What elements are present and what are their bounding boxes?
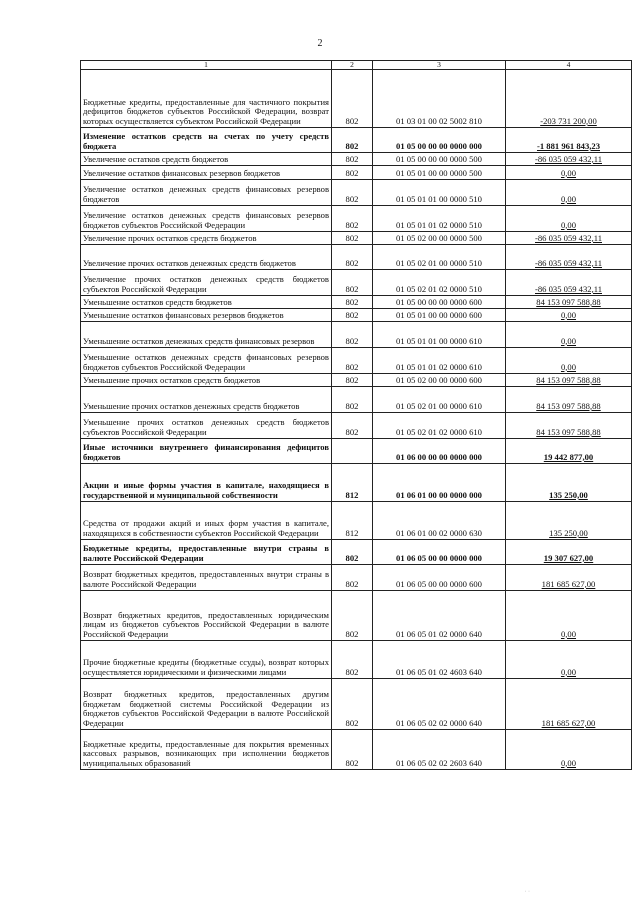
row-name-cell: Средства от продажи акций и иных форм участия в капитале, находящихся в собственности субъектов Российской Федерации bbox=[81, 502, 332, 540]
row-amount-cell: -203 731 200,00 bbox=[506, 70, 632, 128]
row-amount-cell: 135 250,00 bbox=[506, 464, 632, 502]
row-admin-code-cell: 802 bbox=[332, 245, 373, 270]
row-amount-cell: 0,00 bbox=[506, 348, 632, 374]
table-row bbox=[81, 322, 632, 348]
table-row bbox=[81, 70, 632, 128]
row-classification-code-cell: 01 05 02 00 00 0000 600 bbox=[373, 374, 506, 387]
row-admin-code-cell: 802 bbox=[332, 70, 373, 128]
row-classification-code-cell: 01 05 02 01 00 0000 610 bbox=[373, 387, 506, 413]
row-classification-code-cell: 01 06 05 00 00 0000 600 bbox=[373, 565, 506, 591]
row-classification-code-cell: 01 05 01 00 00 0000 500 bbox=[373, 166, 506, 180]
table-row bbox=[81, 502, 632, 540]
row-classification-code-cell: 01 06 05 00 00 0000 000 bbox=[373, 540, 506, 565]
row-name-cell: Бюджетные кредиты, предоставленные для частичного покрытия дефицитов бюджетов субъектов Российской Федерации, возврат которых осуществляется субъектом Российской Федерации bbox=[81, 70, 332, 128]
row-name-cell: Увеличение остатков денежных средств финансовых резервов бюджетов субъектов Российской Федерации bbox=[81, 206, 332, 232]
row-classification-code-cell: 01 06 05 01 02 4603 640 bbox=[373, 641, 506, 679]
row-classification-code-cell: 01 05 02 00 00 0000 500 bbox=[373, 232, 506, 245]
row-classification-code-cell: 01 05 01 01 02 0000 610 bbox=[373, 348, 506, 374]
row-admin-code-cell: 802 bbox=[332, 166, 373, 180]
row-classification-code-cell: 01 05 02 01 02 0000 610 bbox=[373, 413, 506, 439]
row-amount-cell: 0,00 bbox=[506, 309, 632, 322]
row-admin-code-cell: 802 bbox=[332, 730, 373, 770]
table-row bbox=[81, 166, 632, 180]
row-name-cell: Изменение остатков средств на счетах по учету средств бюджета bbox=[81, 128, 332, 153]
row-amount-cell: 0,00 bbox=[506, 591, 632, 641]
row-amount-cell: 0,00 bbox=[506, 180, 632, 206]
row-admin-code-cell: 802 bbox=[332, 374, 373, 387]
table-row bbox=[81, 679, 632, 730]
row-admin-code-cell: 812 bbox=[332, 464, 373, 502]
row-classification-code-cell: 01 05 01 01 00 0000 610 bbox=[373, 322, 506, 348]
row-name-cell: Прочие бюджетные кредиты (бюджетные ссуды), возврат которых осуществляется юридическими и физическими лицами bbox=[81, 641, 332, 679]
row-admin-code-cell: 802 bbox=[332, 232, 373, 245]
column-header: 1 bbox=[81, 61, 332, 70]
row-amount-cell: 0,00 bbox=[506, 730, 632, 770]
row-admin-code-cell: 802 bbox=[332, 641, 373, 679]
column-header: 4 bbox=[506, 61, 632, 70]
table-row bbox=[81, 464, 632, 502]
row-admin-code-cell: 802 bbox=[332, 270, 373, 296]
table-row bbox=[81, 206, 632, 232]
row-name-cell: Уменьшение прочих остатков средств бюджетов bbox=[81, 374, 332, 387]
row-classification-code-cell: 01 06 05 01 02 0000 640 bbox=[373, 591, 506, 641]
table-body bbox=[81, 70, 632, 770]
row-amount-cell: -86 035 059 432,11 bbox=[506, 232, 632, 245]
row-name-cell: Увеличение прочих остатков денежных средств бюджетов субъектов Российской Федерации bbox=[81, 270, 332, 296]
table-row bbox=[81, 348, 632, 374]
row-classification-code-cell: 01 06 05 02 02 2603 640 bbox=[373, 730, 506, 770]
page-number: 2 bbox=[317, 38, 323, 49]
row-amount-cell: -86 035 059 432,11 bbox=[506, 270, 632, 296]
row-admin-code-cell: 802 bbox=[332, 180, 373, 206]
table-row bbox=[81, 387, 632, 413]
row-admin-code-cell: 802 bbox=[332, 387, 373, 413]
table-row bbox=[81, 591, 632, 641]
table-row bbox=[81, 232, 632, 245]
row-classification-code-cell: 01 06 00 00 00 0000 000 bbox=[373, 439, 506, 464]
row-amount-cell: 181 685 627,00 bbox=[506, 679, 632, 730]
row-name-cell: Увеличение остатков финансовых резервов бюджетов bbox=[81, 166, 332, 180]
row-amount-cell: 19 442 877,00 bbox=[506, 439, 632, 464]
row-admin-code-cell: 802 bbox=[332, 565, 373, 591]
row-admin-code-cell: 802 bbox=[332, 296, 373, 309]
row-classification-code-cell: 01 06 01 00 02 0000 630 bbox=[373, 502, 506, 540]
row-name-cell: Возврат бюджетных кредитов, предоставленных другим бюджетам бюджетной системы Российской Федерации из бюджетов субъектов Российской Федерации в валюте Российской Федерации bbox=[81, 679, 332, 730]
row-admin-code-cell: 812 bbox=[332, 502, 373, 540]
row-amount-cell: 84 153 097 588,88 bbox=[506, 374, 632, 387]
row-classification-code-cell: 01 06 01 00 00 0000 000 bbox=[373, 464, 506, 502]
row-name-cell: Уменьшение остатков денежных средств финансовых резервов bbox=[81, 322, 332, 348]
table-row bbox=[81, 565, 632, 591]
row-admin-code-cell: 802 bbox=[332, 322, 373, 348]
row-name-cell: Увеличение прочих остатков средств бюджетов bbox=[81, 232, 332, 245]
row-classification-code-cell: 01 06 05 02 02 0000 640 bbox=[373, 679, 506, 730]
row-amount-cell: 84 153 097 588,88 bbox=[506, 296, 632, 309]
row-name-cell: Возврат бюджетных кредитов, предоставленных юридическим лицам из бюджетов субъектов Российской Федерации в валюте Российской Федерации bbox=[81, 591, 332, 641]
table-row bbox=[81, 439, 632, 464]
row-amount-cell: 181 685 627,00 bbox=[506, 565, 632, 591]
row-classification-code-cell: 01 05 02 01 02 0000 510 bbox=[373, 270, 506, 296]
table-row bbox=[81, 309, 632, 322]
scan-mark: · · bbox=[524, 889, 530, 895]
table-row bbox=[81, 245, 632, 270]
table-row bbox=[81, 296, 632, 309]
row-admin-code-cell: 802 bbox=[332, 206, 373, 232]
row-name-cell: Увеличение остатков денежных средств финансовых резервов бюджетов bbox=[81, 180, 332, 206]
table-row bbox=[81, 540, 632, 565]
row-name-cell: Уменьшение остатков денежных средств финансовых резервов бюджетов субъектов Российской Федерации bbox=[81, 348, 332, 374]
row-name-cell: Уменьшение прочих остатков денежных средств бюджетов субъектов Российской Федерации bbox=[81, 413, 332, 439]
row-amount-cell: -86 035 059 432,11 bbox=[506, 245, 632, 270]
row-classification-code-cell: 01 03 01 00 02 5002 810 bbox=[373, 70, 506, 128]
row-amount-cell: 84 153 097 588,88 bbox=[506, 413, 632, 439]
row-classification-code-cell: 01 05 01 01 00 0000 510 bbox=[373, 180, 506, 206]
header-row bbox=[81, 61, 632, 70]
row-admin-code-cell: 802 bbox=[332, 153, 373, 166]
row-amount-cell: -86 035 059 432,11 bbox=[506, 153, 632, 166]
row-admin-code-cell: 802 bbox=[332, 540, 373, 565]
row-admin-code-cell: 802 bbox=[332, 413, 373, 439]
row-amount-cell: 0,00 bbox=[506, 206, 632, 232]
row-name-cell: Уменьшение прочих остатков денежных средств бюджетов bbox=[81, 387, 332, 413]
row-name-cell: Уменьшение остатков финансовых резервов бюджетов bbox=[81, 309, 332, 322]
row-admin-code-cell: 802 bbox=[332, 348, 373, 374]
row-name-cell: Бюджетные кредиты, предоставленные внутри страны в валюте Российской Федерации bbox=[81, 540, 332, 565]
row-amount-cell: 84 153 097 588,88 bbox=[506, 387, 632, 413]
table-row bbox=[81, 641, 632, 679]
row-name-cell: Бюджетные кредиты, предоставленные для покрытия временных кассовых разрывов, возникающих при исполнении бюджетов муниципальных образований bbox=[81, 730, 332, 770]
row-classification-code-cell: 01 05 00 00 00 0000 600 bbox=[373, 296, 506, 309]
row-classification-code-cell: 01 05 01 00 00 0000 600 bbox=[373, 309, 506, 322]
row-admin-code-cell: 802 bbox=[332, 679, 373, 730]
row-admin-code-cell: 802 bbox=[332, 591, 373, 641]
row-name-cell: Иные источники внутреннего финансирования дефицитов бюджетов bbox=[81, 439, 332, 464]
table-row bbox=[81, 374, 632, 387]
table-row bbox=[81, 153, 632, 166]
row-name-cell: Акции и иные формы участия в капитале, находящиеся в государственной и муниципальной собственности bbox=[81, 464, 332, 502]
row-name-cell: Увеличение остатков средств бюджетов bbox=[81, 153, 332, 166]
table-row bbox=[81, 413, 632, 439]
row-admin-code-cell: 802 bbox=[332, 309, 373, 322]
row-admin-code-cell bbox=[332, 439, 373, 464]
row-amount-cell: -1 881 961 843,23 bbox=[506, 128, 632, 153]
row-amount-cell: 19 307 627,00 bbox=[506, 540, 632, 565]
budget-sources-table bbox=[80, 60, 632, 770]
row-amount-cell: 135 250,00 bbox=[506, 502, 632, 540]
table-row bbox=[81, 128, 632, 153]
row-admin-code-cell: 802 bbox=[332, 128, 373, 153]
row-name-cell: Возврат бюджетных кредитов, предоставленных внутри страны в валюте Российской Федерации bbox=[81, 565, 332, 591]
row-amount-cell: 0,00 bbox=[506, 641, 632, 679]
row-name-cell: Уменьшение остатков средств бюджетов bbox=[81, 296, 332, 309]
row-classification-code-cell: 01 05 00 00 00 0000 500 bbox=[373, 153, 506, 166]
table-row bbox=[81, 730, 632, 770]
row-classification-code-cell: 01 05 02 01 00 0000 510 bbox=[373, 245, 506, 270]
column-header: 3 bbox=[373, 61, 506, 70]
row-amount-cell: 0,00 bbox=[506, 166, 632, 180]
table-row bbox=[81, 270, 632, 296]
row-classification-code-cell: 01 05 00 00 00 0000 000 bbox=[373, 128, 506, 153]
row-amount-cell: 0,00 bbox=[506, 322, 632, 348]
column-header: 2 bbox=[332, 61, 373, 70]
row-classification-code-cell: 01 05 01 01 02 0000 510 bbox=[373, 206, 506, 232]
table-row bbox=[81, 180, 632, 206]
row-name-cell: Увеличение прочих остатков денежных средств бюджетов bbox=[81, 245, 332, 270]
